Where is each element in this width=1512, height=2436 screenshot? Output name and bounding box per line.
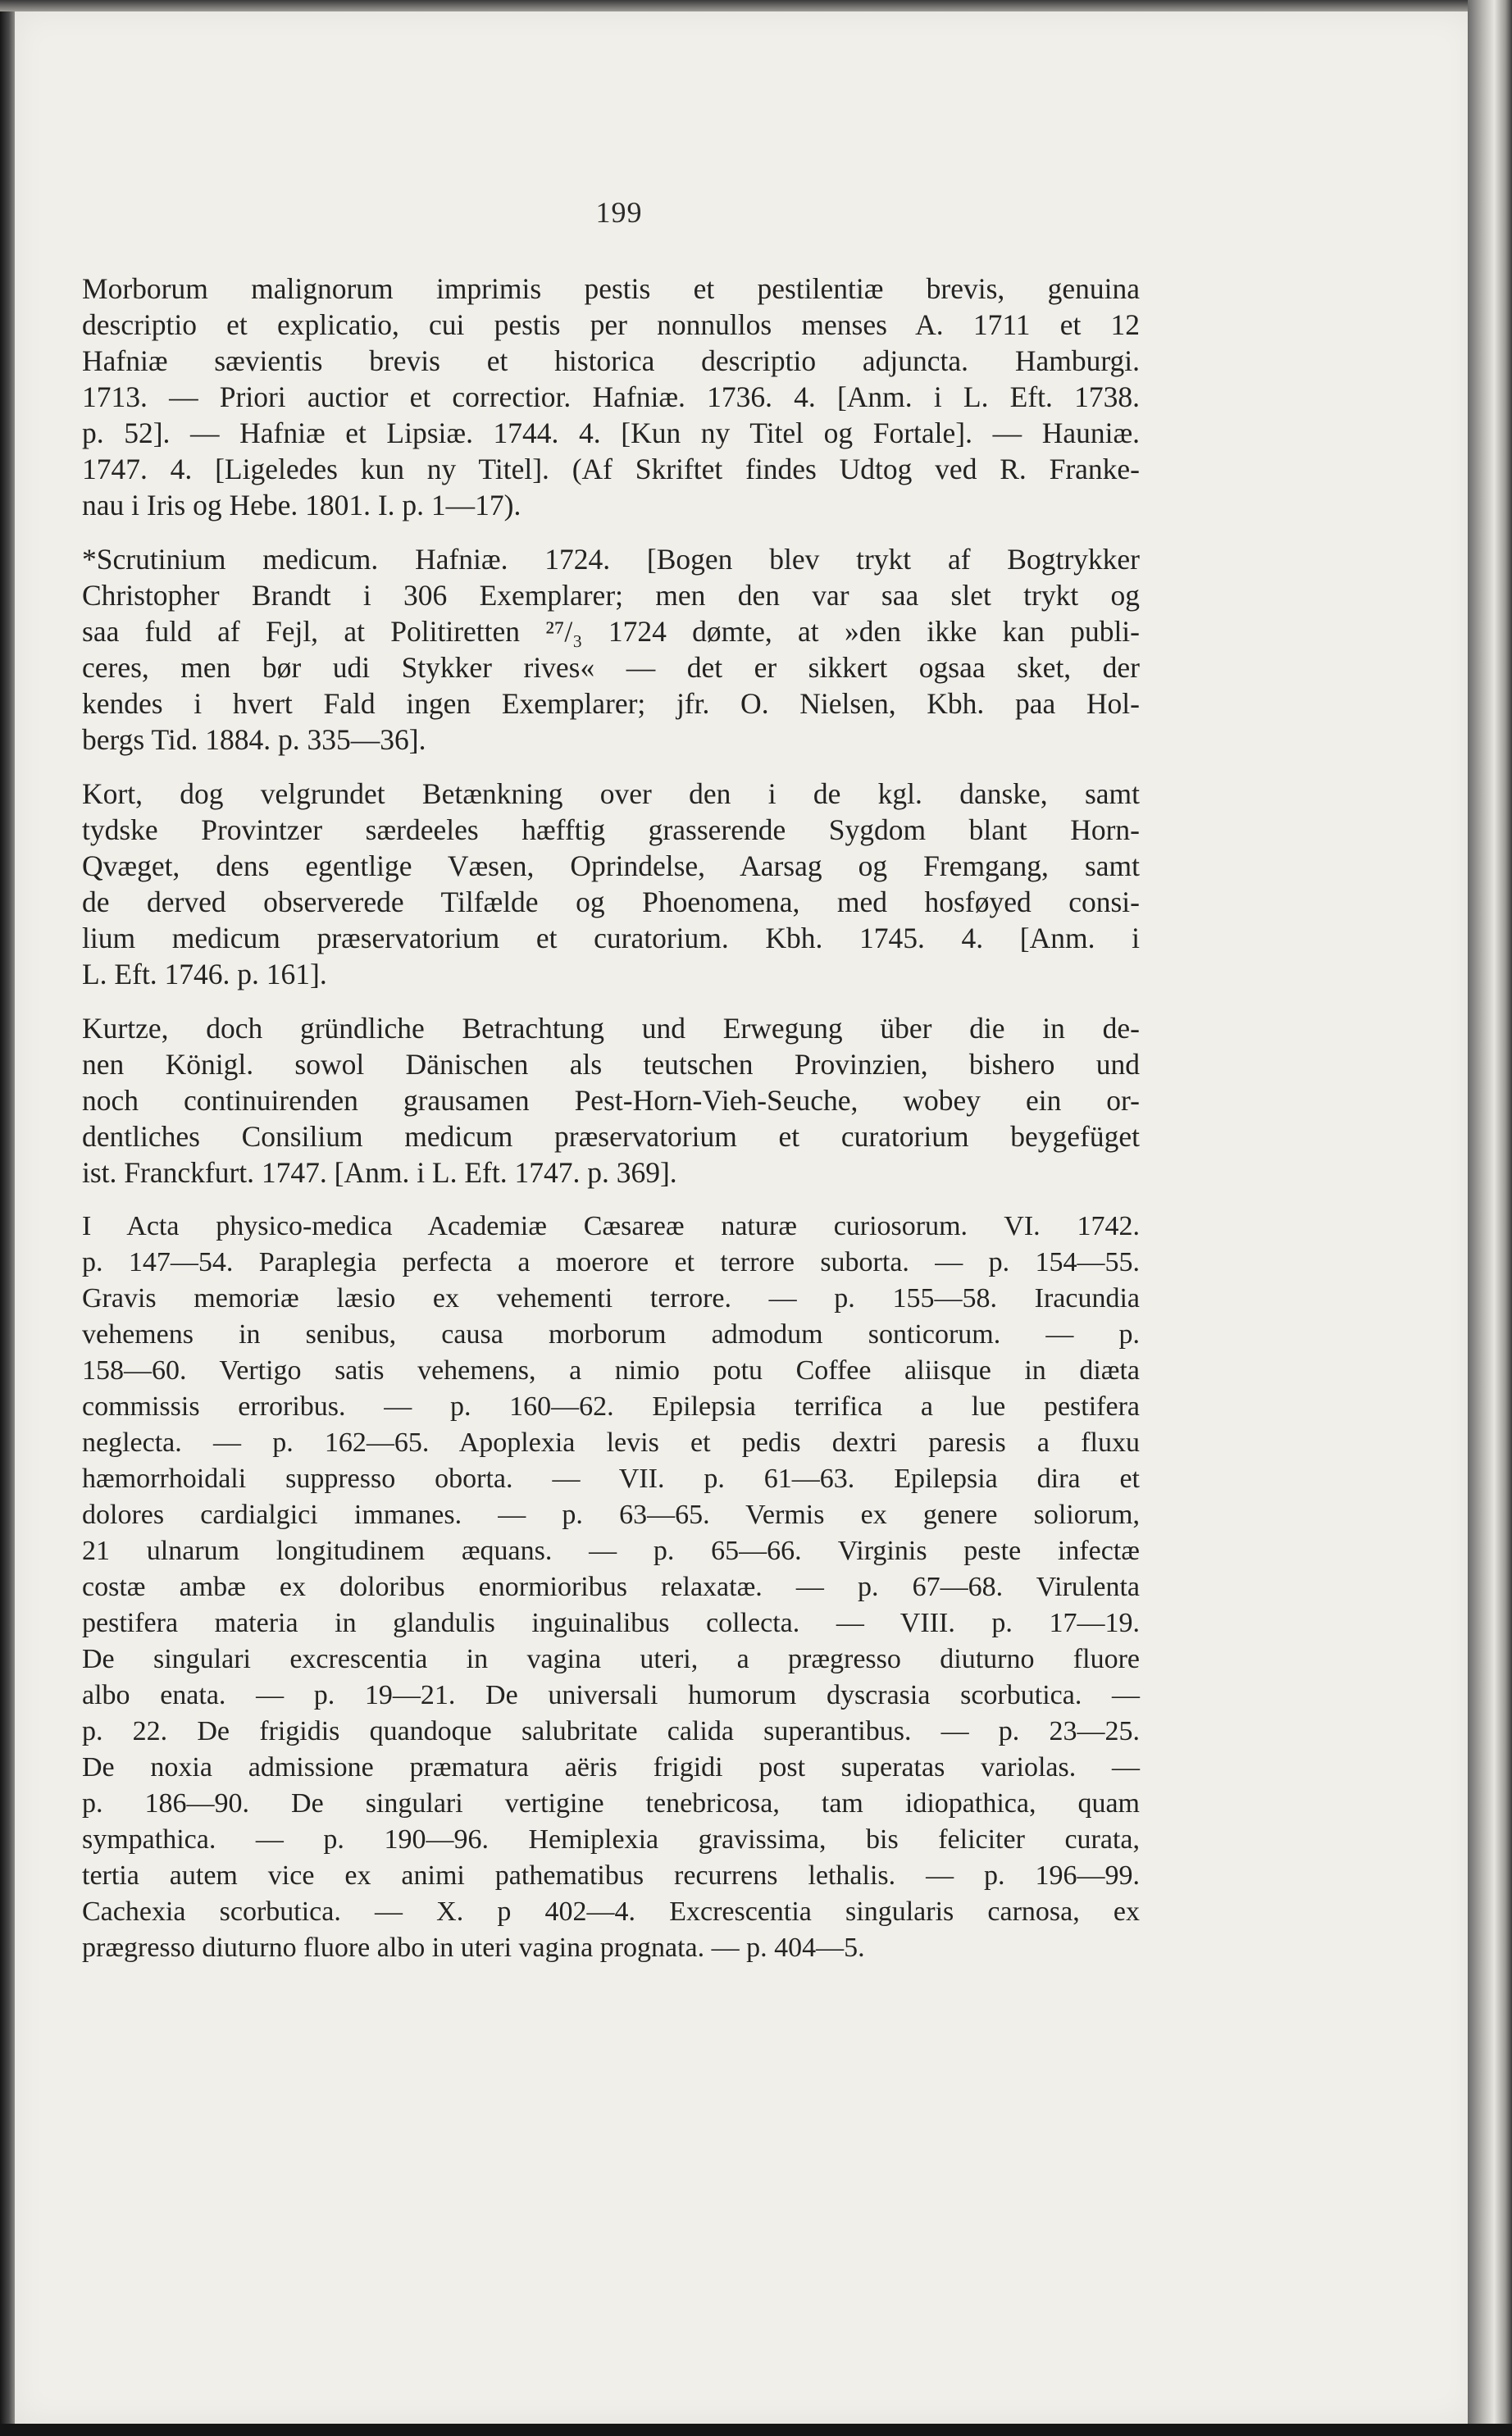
body-text [82, 271, 1140, 1984]
page-right-edge [1468, 0, 1512, 2436]
bibliography-entry [82, 1209, 1140, 1966]
text-line: nau i Iris og Hebe. 1801. I. p. 1—17). [82, 489, 521, 521]
text-line: dolores cardialgici immanes. — p. 63—65. Vermis ex genere soliorum, [82, 1500, 1140, 1530]
text-line: p. 22. De frigidis quandoque salubritate calida superantibus. — p. 23—25. [82, 1716, 1140, 1746]
text-line: lium medicum præservatorium et curatorium. Kbh. 1745. 4. [Anm. i [82, 922, 1140, 954]
text-line: ceres, men bør udi Stykker rives« — det er sikkert ogsaa sket, der [82, 651, 1140, 684]
text-line: Kurtze, doch gründliche Betrachtung und Erwegung über die in de- [82, 1012, 1140, 1045]
text-line: dentliches Consilium medicum præservatorium et curatorium beygefüget [82, 1120, 1140, 1153]
text-line: nen Königl. sowol Dänischen als teutschen Provinzien, bishero und [82, 1048, 1140, 1081]
text-line: 1713. — Priori auctior et correctior. Hafniæ. 1736. 4. [Anm. i L. Eft. 1738. [82, 380, 1140, 413]
text-line: De singulari excrescentia in vagina uteri, a prægresso diuturno fluore [82, 1644, 1140, 1674]
text-line: 21 ulnarum longitudinem æquans. — p. 65—66. Virginis peste infectæ [82, 1536, 1140, 1566]
text-line: L. Eft. 1746. p. 161]. [82, 958, 327, 990]
text-line: ist. Franckfurt. 1747. [Anm. i L. Eft. 1747. p. 369]. [82, 1156, 677, 1189]
text-line: costæ ambæ ex doloribus enormioribus relaxatæ. — p. 67—68. Virulenta [82, 1572, 1140, 1602]
text-line: noch continuirenden grausamen Pest-Horn-Vieh-Seuche, wobey ein or- [82, 1084, 1140, 1117]
text-line: Gravis memoriæ læsio ex vehementi terrore. — p. 155—58. Iracundia [82, 1283, 1140, 1314]
page-bottom-edge [0, 2424, 1512, 2436]
text-line: hæmorrhoidali suppresso oborta. — VII. p. 61—63. Epilepsia dira et [82, 1464, 1140, 1494]
book-gutter-shadow [0, 0, 15, 2436]
text-line: 158—60. Vertigo satis vehemens, a nimio potu Coffee aliisque in diæta [82, 1355, 1140, 1386]
bibliography-entry [82, 541, 1140, 758]
text-line: albo enata. — p. 19—21. De universali humorum dyscrasia scorbutica. — [82, 1680, 1140, 1710]
text-line: descriptio et explicatio, cui pestis per nonnullos menses A. 1711 et 12 [82, 308, 1140, 341]
text-line: 1747. 4. [Ligeledes kun ny Titel]. (Af Skriftet findes Udtog ved R. Franke- [82, 453, 1140, 485]
text-line: sympathica. — p. 190—96. Hemiplexia gravissima, bis feliciter curata, [82, 1824, 1140, 1855]
bibliography-entry [82, 271, 1140, 523]
text-line: p. 52]. — Hafniæ et Lipsiæ. 1744. 4. [Kun ny Titel og Fortale]. — Hauniæ. [82, 417, 1140, 449]
page-number: 199 [595, 196, 643, 229]
text-line: Qvæget, dens egentlige Væsen, Oprindelse, Aarsag og Fremgang, samt [82, 849, 1140, 882]
page-top-edge [0, 0, 1512, 11]
text-line: Morborum malignorum imprimis pestis et pestilentiæ brevis, genuina [82, 272, 1140, 305]
text-line: kendes i hvert Fald ingen Exemplarer; jfr. O. Nielsen, Kbh. paa Hol- [82, 687, 1140, 720]
text-line: Christopher Brandt i 306 Exemplarer; men den var saa slet trykt og [82, 579, 1140, 612]
text-line: De noxia admissione præmatura aëris frigidi post superatas variolas. — [82, 1752, 1140, 1783]
text-line: tertia autem vice ex animi pathematibus recurrens lethalis. — p. 196—99. [82, 1860, 1140, 1891]
text-line: neglecta. — p. 162—65. Apoplexia levis et pedis dextri paresis a fluxu [82, 1427, 1140, 1458]
text-line: prægresso diuturno fluore albo in uteri vagina prognata. — p. 404—5. [82, 1933, 865, 1963]
text-line: pestifera materia in glandulis inguinalibus collecta. — VIII. p. 17—19. [82, 1608, 1140, 1638]
text-line: bergs Tid. 1884. p. 335—36]. [82, 723, 426, 756]
bibliography-entry [82, 1010, 1140, 1191]
text-line: Kort, dog velgrundet Betænkning over den i de kgl. danske, samt [82, 777, 1140, 810]
text-line: tydske Provintzer særdeeles hæfftig grasserende Sygdom blant Horn- [82, 813, 1140, 846]
text-line: p. 186—90. De singulari vertigine tenebricosa, tam idiopathica, quam [82, 1788, 1140, 1819]
text-line: vehemens in senibus, causa morborum admodum sonticorum. — p. [82, 1319, 1140, 1350]
text-line: p. 147—54. Paraplegia perfecta a moerore et terrore suborta. — p. 154—55. [82, 1247, 1140, 1277]
text-line: de derved observerede Tilfælde og Phoenomena, med hosføyed consi- [82, 886, 1140, 918]
text-line: saa fuld af Fejl, at Politiretten ²⁷/₃ 1724 dømte, at »den ikke kan publi- [82, 615, 1140, 648]
text-line: I Acta physico-medica Academiæ Cæsareæ naturæ curiosorum. VI. 1742. [82, 1211, 1140, 1241]
text-line: commissis erroribus. — p. 160—62. Epilepsia terrifica a lue pestifera [82, 1391, 1140, 1422]
bibliography-entry [82, 776, 1140, 992]
text-line: Hafniæ sævientis brevis et historica descriptio adjuncta. Hamburgi. [82, 344, 1140, 377]
text-line: Cachexia scorbutica. — X. p 402—4. Excrescentia singularis carnosa, ex [82, 1896, 1140, 1927]
text-line: *Scrutinium medicum. Hafniæ. 1724. [Bogen blev trykt af Bogtrykker [82, 543, 1140, 576]
